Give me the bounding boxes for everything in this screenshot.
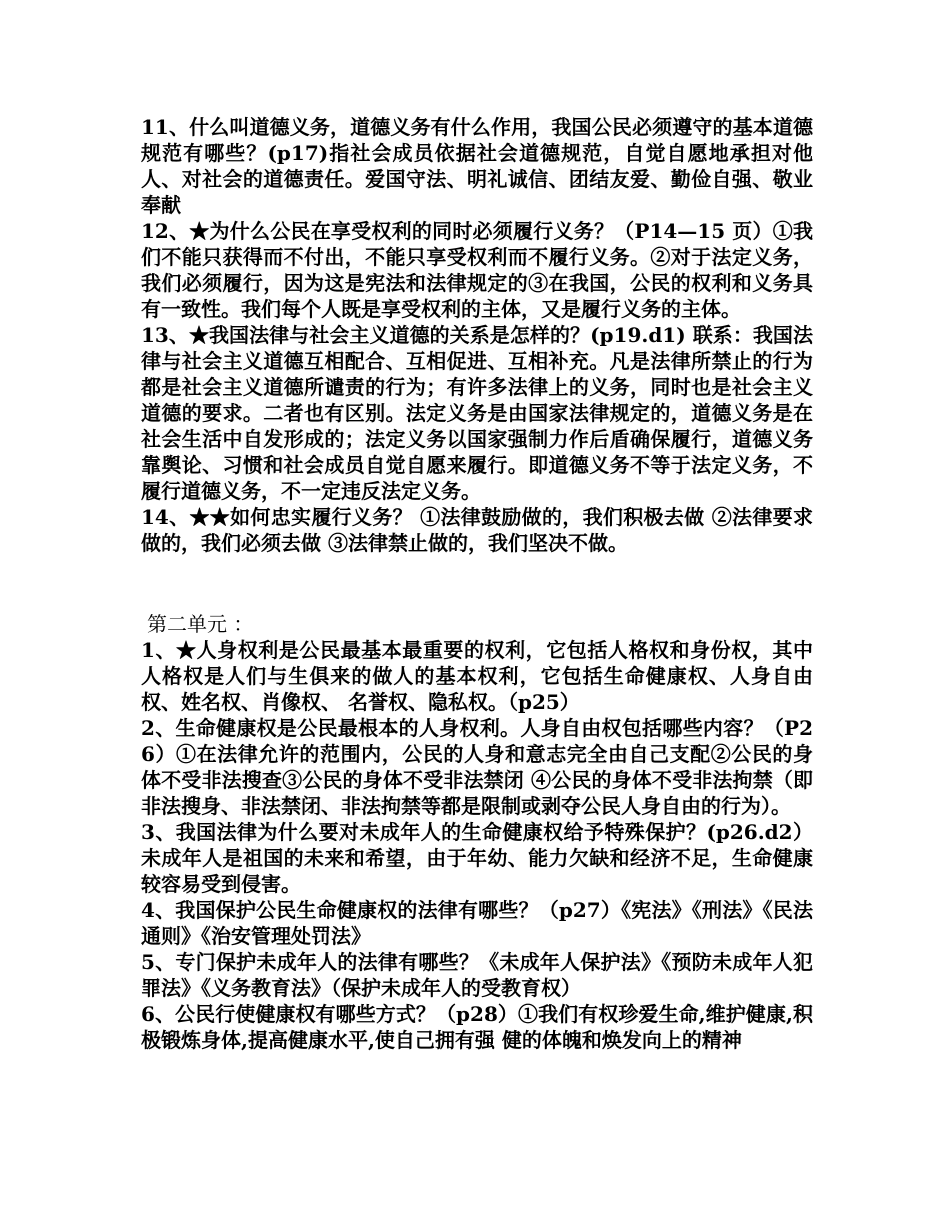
question-12: 12、★为什么公民在享受权利的同时必须履行义务？（P14—15 页）①我们不能只获得而不付出，不能只享受权利而不履行义务。②对于法定义务，我们必须履行，因为这是宪法和法律规定的③在我国，公民的权利和义务具有一致性。我们每个人既是享受权利的主体，又是履行义务的主体。	[141, 219, 813, 321]
unit-item-3: 3、我国法律为什么要对未成年人的生命健康权给予特殊保护？(p26.d2）未成年人是祖国的未来和希望，由于年幼、能力欠缺和经济不足，生命健康较容易受到侵害。	[141, 820, 813, 896]
unit-item-6: 6、公民行使健康权有哪些方式？（p28）①我们有权珍爱生命,维护健康,积极锻炼身体,提高健康水平,使自己拥有强 健的体魄和焕发向上的精神	[141, 1002, 813, 1052]
question-11: 11、什么叫道德义务，道德义务有什么作用，我国公民必须遵守的基本道德规范有哪些？(p17)指社会成员依据社会道德规范，自觉自愿地承担对他人、对社会的道德责任。爱国守法、明礼诚信、团结友爱、勤俭自强、敬业奉献	[141, 115, 813, 217]
unit-item-5: 5、专门保护未成年人的法律有哪些？《未成年人保护法》《预防未成年人犯罪法》《义务教育法》（保护未成年人的受教育权）	[141, 950, 813, 1000]
unit-item-4: 4、我国保护公民生命健康权的法律有哪些？（p27）《宪法》《刑法》《民法通则》《治安管理处罚法》	[141, 898, 813, 948]
unit-item-1: 1、★人身权利是公民最基本最重要的权利，它包括人格权和身份权，其中人格权是人们与生俱来的做人的基本权利，它包括生命健康权、人身自由权、姓名权、肖像权、 名誉权、隐私权。（p25）	[141, 638, 813, 714]
unit-item-2: 2、生命健康权是公民最根本的人身权利。人身自由权包括哪些内容？（P26）①在法律允许的范围内，公民的人身和意志完全由自己支配②公民的身体不受非法搜查③公民的身体不受非法禁闭 ④公民的身体不受非法拘禁（即非法搜身、非法禁闭、非法拘禁等都是限制或剥夺公民人身自由的行为）。	[141, 716, 813, 818]
unit-two-heading: 第二单元 ：	[147, 612, 254, 636]
question-14: 14、★★如何忠实履行义务？ ①法律鼓励做的，我们积极去做 ②法律要求做的，我们必须去做 ③法律禁止做的，我们坚决不做。	[141, 505, 813, 555]
document-page	[141, 114, 813, 1053]
question-13: 13、★我国法律与社会主义道德的关系是怎样的？(p19.d1) 联系：我国法律与社会主义道德互相配合、互相促进、互相补充。凡是法律所禁止的行为都是社会主义道德所谴责的行为；有许多法律上的义务，同时也是社会主义道德的要求。二者也有区别。法定义务是由国家法律规定的，道德义务是在社会生活中自发形成的；法定义务以国家强制力作后盾确保履行，道德义务靠舆论、习惯和社会成员自觉自愿来履行。即道德义务不等于法定义务，不履行道德义务，不一定违反法定义务。	[141, 323, 813, 503]
